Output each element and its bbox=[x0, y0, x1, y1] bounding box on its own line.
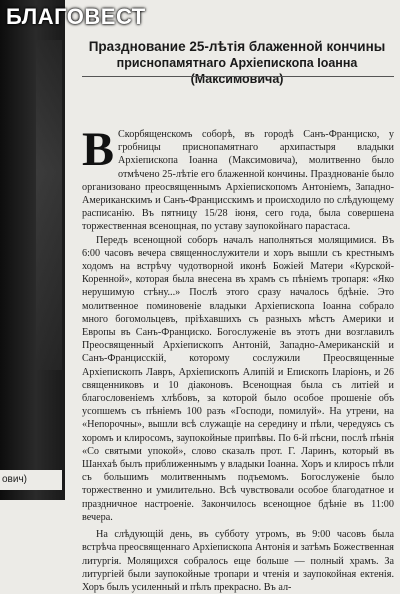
left-photograph bbox=[0, 0, 65, 500]
article-body bbox=[82, 123, 394, 594]
paragraph-2: Передъ всенощной соборъ началъ наполняться молящимися. Въ 6:00 часовъ вечера священнослужители и хоръ вышли съ крестнымъ ходомъ на встрѣчу чудотворной иконѣ Божіей Матери «Курской-Коренной», которая была внесена въ храмъ съ пѣніемъ тропаря: «Яко нерушимую стѣну...» Послѣ этого сразу началось бдѣніе. Это молитвенное поминовеніе владыки Архіепископа Іоанна собрало много богомольцевъ, пріѣхавшихъ съ разныхъ мѣстъ Америки и Европы въ Санъ-Франциско. Богослуженіе въ этотъ дни возглавилъ Преосвященный Архіепископъ Антоній, Западно-Американскій и Санъ-Францисскій, которому сослужили Преосвященные Архіепископъ Лавръ, Архіепископъ Алипій и Епископъ Іларіонъ, и 26 священниковъ и 10 діаконовъ. Всенощная была съ литіей и благословеніемъ хлѣбовъ, за которой было особое прошеніе объ усопшемъ съ пѣніемъ 100 разъ «Господи, помилуй». На утрени, на «Непорочны», вышли всѣ служащіе на середину и пѣли, чередуясь съ хоромъ и клиросомъ, заупокойные припѣвы. По 6-й пѣсни, послѣ пѣнія «Со святыми упокой», слово сказалъ прот. Г. Ларинъ, который въ Шанхаѣ былъ приближеннымъ у владыки Іоанна. Хоръ и клиросъ пѣли съ большимъ молитвеннымъ подъемомъ. Богослуженіе было торжественно и умилительно. Всѣ чувствовали особое благодатное и праздничное настроеніе. Закончилось всенощное бдѣніе въ 11:00 вечера. bbox=[82, 234, 394, 523]
article-title bbox=[78, 38, 396, 87]
paragraph-1 bbox=[82, 123, 394, 234]
title-line-2: приснопамятнаго Архіепископа Іоанна (Максимовича) bbox=[116, 56, 358, 86]
title-divider bbox=[82, 76, 394, 77]
paragraph-3: На слѣдующій день, въ субботу утромъ, въ 9:00 часовъ была встрѣча преосвященнаго Архіепископа Антонія и затѣмъ Божественная литургія. Молящихся собралось еще больше — полный храмъ. За литургіей были заупокойные тропари и чтенія и заупокойная ектенія. Хоръ былъ усиленный и пѣлъ прекрасно. Въ ал- bbox=[82, 529, 394, 593]
drop-cap: В bbox=[82, 123, 115, 176]
title-line-1: Празднование 25-лѣтія блаженной кончины bbox=[88, 39, 386, 54]
photo-caption: ович) bbox=[0, 470, 62, 490]
paragraph-1-text: Скорбященскомъ соборѣ, въ городѣ Санъ-Франциско, у гробницы приснопамятнаго архипастыря владыки Архіепископа Іоанна (Максимовича), молитвенно было отмѣчено 25-лѣтіе его блаженной кончины. Празднованіе было организовано преосвященнымъ Архіепископомъ Антоніемъ, Западно-Американскимъ и Санъ-Францисскимъ и происходило по слѣдующему расписанію. Въ пятницу 15/28 іюня, сего года, была совершена торжественная всенощная, по уставу заупокойнаго парастаса. bbox=[82, 129, 394, 233]
site-watermark-logo: БЛАГОВЕСТ bbox=[6, 4, 146, 29]
